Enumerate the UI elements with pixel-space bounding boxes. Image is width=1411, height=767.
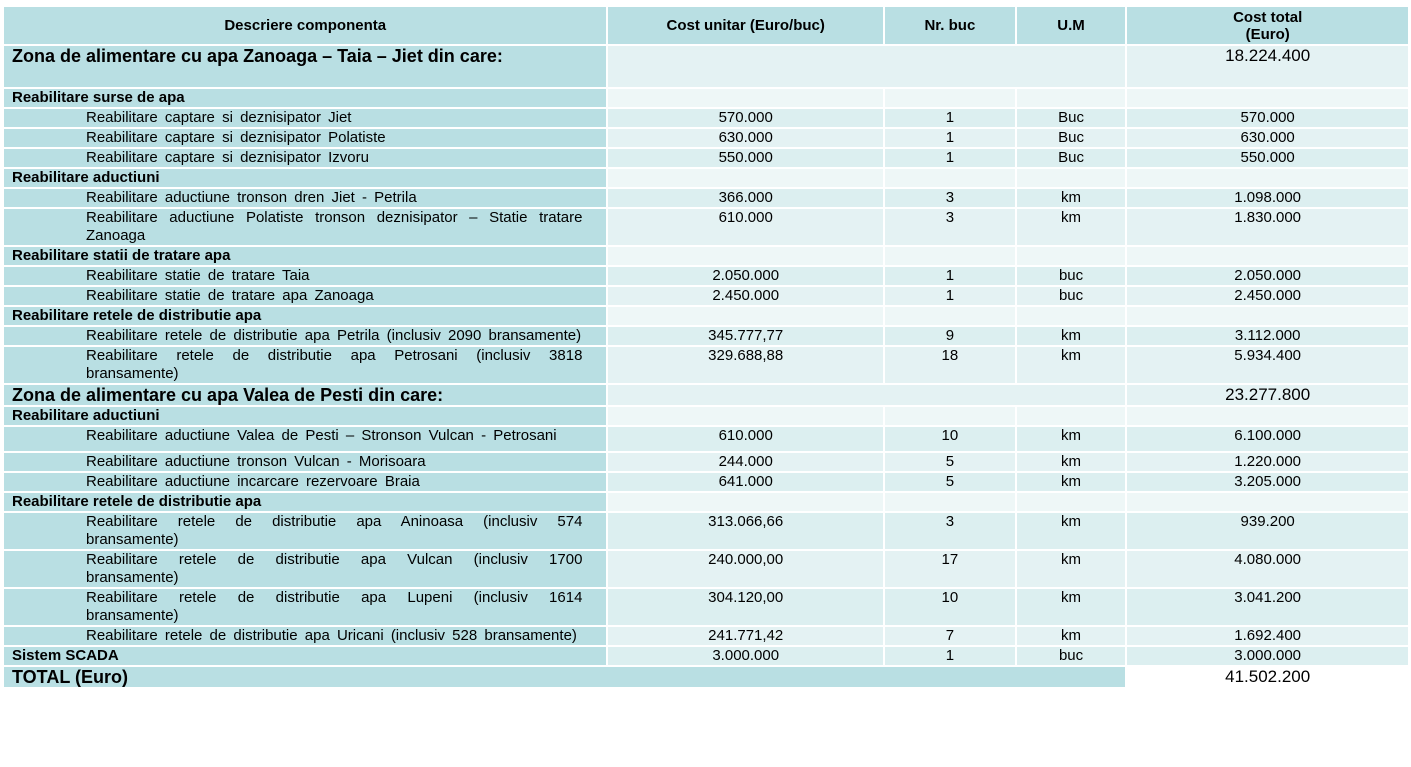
- item-unit-cost: 345.777,77: [608, 327, 883, 345]
- category-label: Reabilitare retele de distributie apa: [4, 493, 606, 511]
- item-description: Reabilitare captare si deznisipator Polatiste: [4, 129, 606, 147]
- category-row: [4, 169, 1408, 187]
- item-total: 6.100.000: [1127, 427, 1408, 451]
- item-count: 7: [885, 627, 1015, 645]
- item-total: 5.934.400: [1127, 347, 1408, 383]
- item-description: Reabilitare captare si deznisipator Izvoru: [4, 149, 606, 167]
- item-total: 2.050.000: [1127, 267, 1408, 285]
- item-description: Reabilitare retele de distributie apa Lupeni (inclusiv 1614 bransamente): [4, 589, 606, 625]
- zone-total: 18.224.400: [1127, 46, 1408, 87]
- scada-um: buc: [1017, 647, 1126, 665]
- item-count: 1: [885, 109, 1015, 127]
- category-row: [4, 493, 1408, 511]
- item-total: 4.080.000: [1127, 551, 1408, 587]
- item-um: km: [1017, 589, 1126, 625]
- category-row: [4, 307, 1408, 325]
- category-label: Reabilitare statii de tratare apa: [4, 247, 606, 265]
- item-description: Reabilitare statie de tratare Taia: [4, 267, 606, 285]
- item-description: Reabilitare aductiune incarcare rezervoare Braia: [4, 473, 606, 491]
- category-row: [4, 407, 1408, 425]
- item-um: km: [1017, 347, 1126, 383]
- table-row: [4, 627, 1408, 645]
- item-total: 3.112.000: [1127, 327, 1408, 345]
- item-description: Reabilitare aductiune Valea de Pesti – Stronson Vulcan - Petrosani: [4, 427, 606, 451]
- scada-description: Sistem SCADA: [4, 647, 606, 665]
- header-total-cost: Cost total (Euro): [1127, 7, 1408, 44]
- item-total: 1.830.000: [1127, 209, 1408, 245]
- item-total: 3.205.000: [1127, 473, 1408, 491]
- item-count: 1: [885, 267, 1015, 285]
- item-description: Reabilitare retele de distributie apa Uricani (inclusiv 528 bransamente): [4, 627, 606, 645]
- item-um: Buc: [1017, 129, 1126, 147]
- header-description: Descriere componenta: [4, 7, 606, 44]
- item-um: buc: [1017, 267, 1126, 285]
- table-row: [4, 287, 1408, 305]
- table-row: [4, 327, 1408, 345]
- item-unit-cost: 610.000: [608, 209, 883, 245]
- table-row: [4, 513, 1408, 549]
- item-um: Buc: [1017, 109, 1126, 127]
- item-um: buc: [1017, 287, 1126, 305]
- table-header: [4, 7, 1408, 44]
- item-total: 1.098.000: [1127, 189, 1408, 207]
- table-row: [4, 589, 1408, 625]
- item-um: km: [1017, 473, 1126, 491]
- item-unit-cost: 2.450.000: [608, 287, 883, 305]
- item-total: 570.000: [1127, 109, 1408, 127]
- item-description: Reabilitare captare si deznisipator Jiet: [4, 109, 606, 127]
- item-unit-cost: 2.050.000: [608, 267, 883, 285]
- item-count: 9: [885, 327, 1015, 345]
- table-row: [4, 453, 1408, 471]
- table-row: [4, 209, 1408, 245]
- item-count: 3: [885, 513, 1015, 549]
- item-um: km: [1017, 427, 1126, 451]
- header-um: U.M: [1017, 7, 1126, 44]
- table-row: [4, 473, 1408, 491]
- item-um: km: [1017, 453, 1126, 471]
- item-description: Reabilitare retele de distributie apa Petrosani (inclusiv 3818 bransamente): [4, 347, 606, 383]
- item-description: Reabilitare aductiune Polatiste tronson deznisipator – Statie tratare Zanoaga: [4, 209, 606, 245]
- item-unit-cost: 366.000: [608, 189, 883, 207]
- item-um: km: [1017, 627, 1126, 645]
- zone-total: 23.277.800: [1127, 385, 1408, 405]
- grand-total-row: [4, 667, 1408, 687]
- header-unit-cost: Cost unitar (Euro/buc): [608, 7, 883, 44]
- scada-count: 1: [885, 647, 1015, 665]
- item-description: Reabilitare aductiune tronson dren Jiet - Petrila: [4, 189, 606, 207]
- item-unit-cost: 570.000: [608, 109, 883, 127]
- item-total: 2.450.000: [1127, 287, 1408, 305]
- category-row: [4, 247, 1408, 265]
- header-count: Nr. buc: [885, 7, 1015, 44]
- item-um: km: [1017, 513, 1126, 549]
- category-label: Reabilitare aductiuni: [4, 407, 606, 425]
- grand-total-value: 41.502.200: [1127, 667, 1408, 687]
- item-count: 5: [885, 473, 1015, 491]
- item-total: 1.692.400: [1127, 627, 1408, 645]
- item-total: 3.041.200: [1127, 589, 1408, 625]
- category-row: [4, 89, 1408, 107]
- item-count: 3: [885, 189, 1015, 207]
- item-unit-cost: 244.000: [608, 453, 883, 471]
- scada-row: [4, 647, 1408, 665]
- item-count: 18: [885, 347, 1015, 383]
- category-label: Reabilitare retele de distributie apa: [4, 307, 606, 325]
- item-count: 10: [885, 589, 1015, 625]
- zone-title: Zona de alimentare cu apa Zanoaga – Taia – Jiet din care:: [4, 46, 606, 87]
- scada-unit-cost: 3.000.000: [608, 647, 883, 665]
- item-total: 630.000: [1127, 129, 1408, 147]
- item-description: Reabilitare aductiune tronson Vulcan - Morisoara: [4, 453, 606, 471]
- item-count: 10: [885, 427, 1015, 451]
- table-row: [4, 109, 1408, 127]
- table-row: [4, 189, 1408, 207]
- item-total: 1.220.000: [1127, 453, 1408, 471]
- table-row: [4, 551, 1408, 587]
- category-label: Reabilitare surse de apa: [4, 89, 606, 107]
- item-um: km: [1017, 209, 1126, 245]
- table-row: [4, 427, 1408, 451]
- zone-row: [4, 46, 1408, 87]
- item-unit-cost: 610.000: [608, 427, 883, 451]
- item-count: 1: [885, 149, 1015, 167]
- item-total: 550.000: [1127, 149, 1408, 167]
- item-um: Buc: [1017, 149, 1126, 167]
- table-row: [4, 267, 1408, 285]
- grand-total-label: TOTAL (Euro): [4, 667, 1125, 687]
- table-row: [4, 347, 1408, 383]
- item-unit-cost: 241.771,42: [608, 627, 883, 645]
- cost-table: [2, 5, 1410, 689]
- item-description: Reabilitare retele de distributie apa Vulcan (inclusiv 1700 bransamente): [4, 551, 606, 587]
- item-unit-cost: 313.066,66: [608, 513, 883, 549]
- item-count: 1: [885, 287, 1015, 305]
- item-description: Reabilitare retele de distributie apa Aninoasa (inclusiv 574 bransamente): [4, 513, 606, 549]
- item-count: 1: [885, 129, 1015, 147]
- zone-row: [4, 385, 1408, 405]
- item-um: km: [1017, 327, 1126, 345]
- item-count: 3: [885, 209, 1015, 245]
- item-total: 939.200: [1127, 513, 1408, 549]
- table-row: [4, 129, 1408, 147]
- item-um: km: [1017, 189, 1126, 207]
- scada-total: 3.000.000: [1127, 647, 1408, 665]
- item-description: Reabilitare statie de tratare apa Zanoaga: [4, 287, 606, 305]
- item-unit-cost: 550.000: [608, 149, 883, 167]
- item-unit-cost: 240.000,00: [608, 551, 883, 587]
- category-label: Reabilitare aductiuni: [4, 169, 606, 187]
- item-unit-cost: 329.688,88: [608, 347, 883, 383]
- item-count: 17: [885, 551, 1015, 587]
- item-unit-cost: 630.000: [608, 129, 883, 147]
- table-row: [4, 149, 1408, 167]
- item-um: km: [1017, 551, 1126, 587]
- item-count: 5: [885, 453, 1015, 471]
- item-unit-cost: 304.120,00: [608, 589, 883, 625]
- item-description: Reabilitare retele de distributie apa Petrila (inclusiv 2090 bransamente): [4, 327, 606, 345]
- item-unit-cost: 641.000: [608, 473, 883, 491]
- zone-title: Zona de alimentare cu apa Valea de Pesti din care:: [4, 385, 606, 405]
